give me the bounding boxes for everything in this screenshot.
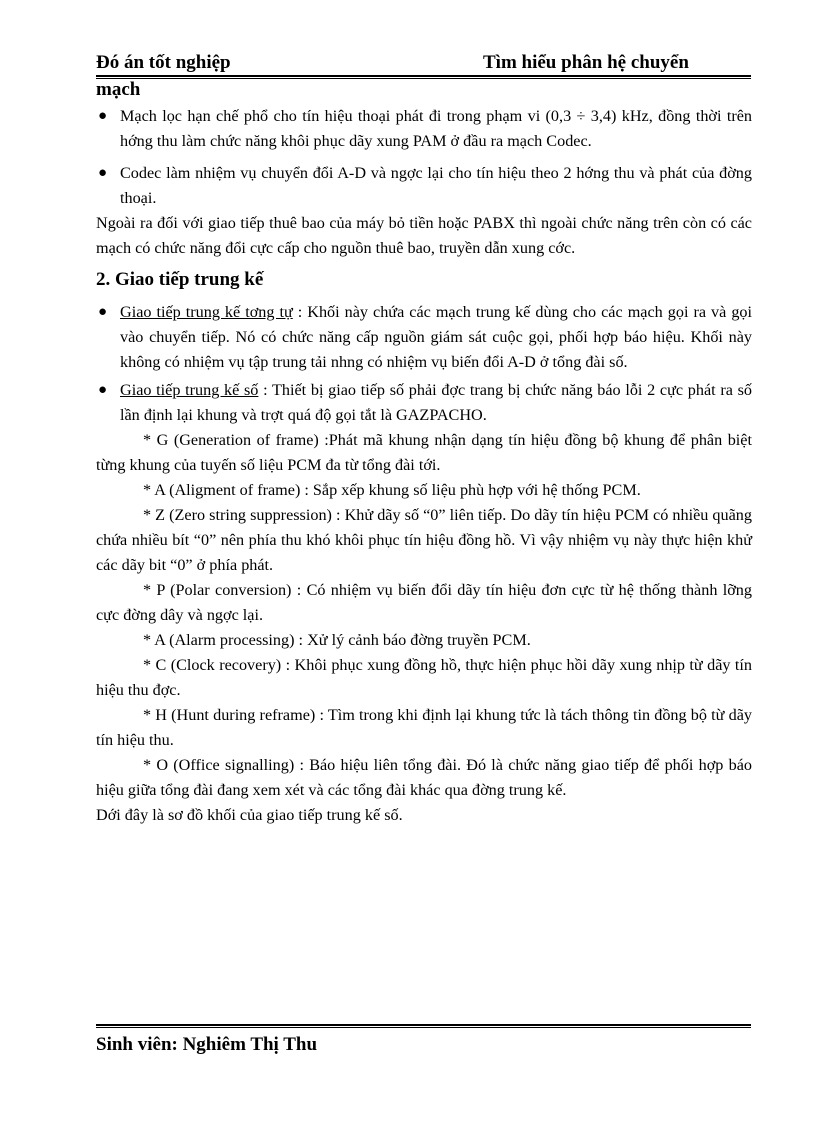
- footer-rule-thin: [96, 1027, 751, 1028]
- bullet-icon: ●: [98, 304, 108, 320]
- header-rule: [96, 75, 751, 77]
- header-continuation: mạch: [96, 79, 141, 100]
- bullet-icon: ●: [98, 165, 108, 181]
- function-item-alarm: * A (Alarm processing) : Xử lý cảnh báo đờng truyền PCM.: [143, 631, 531, 649]
- function-item-c: * C (Clock recovery) : Khôi phục xung đồng hồ, thực hiện phục hồi dãy xung nhịp từ dãy tín hiệu thu đợc.: [96, 656, 752, 699]
- function-item-g: * G (Generation of frame) :Phát mã khung nhận dạng tín hiệu đồng bộ khung để phân biệt từng khung của tuyến số liệu PCM đa từ tổng đài tới.: [96, 431, 752, 474]
- digital-trunk-title: Giao tiếp trung kế số: [120, 381, 259, 399]
- function-item-a: * A (Aligment of frame) : Sắp xếp khung số liệu phù hợp với hệ thống PCM.: [143, 481, 641, 499]
- bullet-paragraph-codec: [96, 161, 752, 211]
- header-rule-thin: [96, 78, 751, 79]
- bullet-icon: ●: [98, 108, 108, 124]
- bullet-text: Mạch lọc hạn chế phổ cho tín hiệu thoại phát đi trong phạm vi (0,3 ÷ 3,4) kHz, đồng thời trên hớng thu làm chức năng khôi phục dãy xung PAM ở đầu ra mạch Codec.: [120, 107, 752, 150]
- closing-sentence: Dới đây là sơ đồ khối của giao tiếp trung kế số.: [96, 806, 403, 824]
- paragraph-pabx: Ngoài ra đối với giao tiếp thuê bao của máy bỏ tiền hoặc PABX thì ngoài chức năng trên còn có các mạch có chức năng đổi cực cấp cho nguồn thuê bao, truyền dẫn xung cớc.: [96, 214, 752, 257]
- function-item-o: * O (Office signalling) : Báo hiệu liên tổng đài. Đó là chức năng giao tiếp để phối hợp báo hiệu giữa tổng đài đang xem xét và các tổng đài khác qua đờng trung kế.: [96, 756, 752, 799]
- bullet-paragraph-filter: [96, 104, 752, 154]
- bullet-text: Codec làm nhiệm vụ chuyển đổi A-D và ngợc lại cho tín hiệu theo 2 hớng thu và phát của đờng thoại.: [120, 164, 752, 207]
- section-heading: 2. Giao tiếp trung kế: [96, 269, 264, 290]
- bullet-paragraph-analog-trunk: [96, 300, 752, 375]
- header-right-title: Tìm hiểu phân hệ chuyển: [483, 52, 689, 73]
- footer-rule: [96, 1024, 751, 1026]
- bullet-paragraph-digital-trunk: [96, 378, 752, 428]
- analog-trunk-text: : Khối này chứa các mạch trung kế dùng cho các mạch gọi ra và gọi vào chuyển tiếp. Nó có chức năng cấp nguồn giám sát cuộc gọi, phối hợp báo hiệu. Khối này không có nhiệm vụ tập trung tải nhng có nhiệm vụ biến đổi A-D ở tổng đài số.: [120, 303, 752, 371]
- analog-trunk-title: Giao tiếp trung kế tơng tự: [120, 303, 293, 321]
- footer-student-name: Sinh viên: Nghiêm Thị Thu: [96, 1034, 318, 1055]
- digital-trunk-text: : Thiết bị giao tiếp số phải đợc trang bị chức năng báo lỗi 2 cực phát ra số lần định lại khung và trợt quá độ gọi tắt là GAZPACHO.: [120, 381, 752, 424]
- function-item-z: * Z (Zero string suppression) : Khử dãy số “0” liên tiếp. Do dãy tín hiệu PCM có nhiều quãng chứa nhiều bít “0” nên phía thu khó khôi phục tín hiệu đồng hồ. Vì vậy nhiệm vụ này thực hiện khử các dãy bit “0” ở phía phát.: [96, 506, 752, 574]
- header-left-title: Đó án tốt nghiệp: [96, 52, 231, 73]
- function-item-p: * P (Polar conversion) : Có nhiệm vụ biến đổi dãy tín hiệu đơn cực từ hệ thống thành lỡng cực đờng dây và ngợc lại.: [96, 581, 752, 624]
- document-body: [96, 104, 752, 828]
- page-header: [96, 52, 751, 76]
- bullet-icon: ●: [98, 382, 108, 398]
- function-item-h: * H (Hunt during reframe) : Tìm trong khi định lại khung tức là tách thông tin đồng bộ từ dãy tín hiệu thu.: [96, 706, 752, 749]
